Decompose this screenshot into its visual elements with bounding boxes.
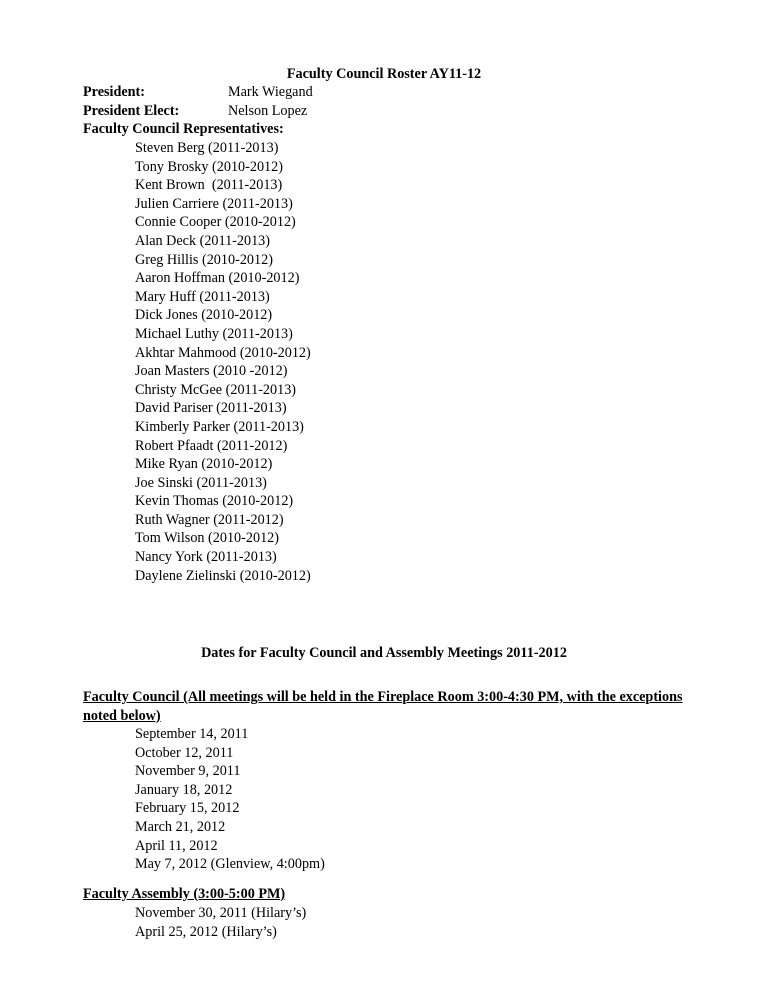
representative-item: Ruth Wagner (2011-2012) [135, 511, 284, 528]
representative-item: Kimberly Parker (2011-2013) [135, 418, 304, 435]
representative-item: Dick Jones (2010-2012) [135, 307, 273, 324]
president-elect-label: President Elect: [83, 102, 180, 119]
representative-item: Steven Berg (2011-2013) [135, 140, 279, 156]
faculty-council-heading: Faculty Council (All meetings will be held in the Fireplace Room 3:00-4:30 PM, with the exceptions noted below) [83, 689, 683, 724]
faculty-assembly-heading: Faculty Assembly (3:00-5:00 PM) [83, 886, 286, 902]
council-date-item: May 7, 2012 (Glenview, 4:00pm) [135, 856, 325, 873]
representative-item: Nancy York (2011-2013) [135, 549, 277, 566]
representative-item: Alan Deck (2011-2013) [135, 232, 271, 249]
council-date-item: October 12, 2011 [135, 744, 234, 761]
representative-item: David Pariser (2011-2013) [135, 400, 287, 417]
representative-item: Daylene Zielinski (2010-2012) [135, 567, 311, 584]
representative-item: Mary Huff (2011-2013) [135, 288, 270, 305]
representative-item: Kent Brown (2011-2013) [135, 177, 283, 194]
president-label: President: [83, 84, 145, 100]
council-date-item: February 15, 2012 [135, 800, 240, 817]
council-date-item: September 14, 2011 [135, 726, 249, 742]
assembly-dates-list [135, 904, 306, 941]
meetings-title: Dates for Faculty Council and Assembly Meetings 2011-2012 [201, 645, 567, 661]
officers-section [83, 83, 313, 139]
council-date-item: November 9, 2011 [135, 763, 241, 780]
council-date-item: April 11, 2012 [135, 837, 218, 854]
representatives-list [135, 139, 311, 585]
representative-item: Connie Cooper (2010-2012) [135, 214, 296, 231]
roster-title: Faculty Council Roster AY11-12 [286, 66, 482, 82]
representative-item: Joan Masters (2010 -2012) [135, 363, 288, 380]
representative-item: Michael Luthy (2011-2013) [135, 325, 293, 342]
assembly-date-item: April 25, 2012 (Hilary’s) [135, 923, 277, 940]
representative-item: Greg Hillis (2010-2012) [135, 251, 273, 268]
representative-item: Joe Sinski (2011-2013) [135, 474, 267, 491]
representative-item: Tony Brosky (2010-2012) [135, 158, 283, 175]
representative-item: Mike Ryan (2010-2012) [135, 456, 273, 473]
representative-item: Julien Carriere (2011-2013) [135, 195, 293, 212]
representatives-heading: Faculty Council Representatives: [83, 121, 284, 138]
assembly-date-item: November 30, 2011 (Hilary’s) [135, 905, 307, 921]
representative-item: Robert Pfaadt (2011-2012) [135, 437, 288, 454]
president-name: Mark Wiegand [228, 84, 313, 100]
president-elect-row [83, 102, 313, 121]
council-date-item: March 21, 2012 [135, 818, 226, 835]
representative-item: Kevin Thomas (2010-2012) [135, 493, 294, 510]
council-date-item: January 18, 2012 [135, 781, 233, 798]
representative-item: Tom Wilson (2010-2012) [135, 530, 279, 547]
council-dates-list [135, 725, 325, 874]
representative-item: Christy McGee (2011-2013) [135, 381, 297, 398]
representative-item: Aaron Hoffman (2010-2012) [135, 270, 300, 287]
representative-item: Akhtar Mahmood (2010-2012) [135, 344, 311, 361]
president-row [83, 83, 313, 102]
president-elect-name: Nelson Lopez [228, 102, 308, 119]
